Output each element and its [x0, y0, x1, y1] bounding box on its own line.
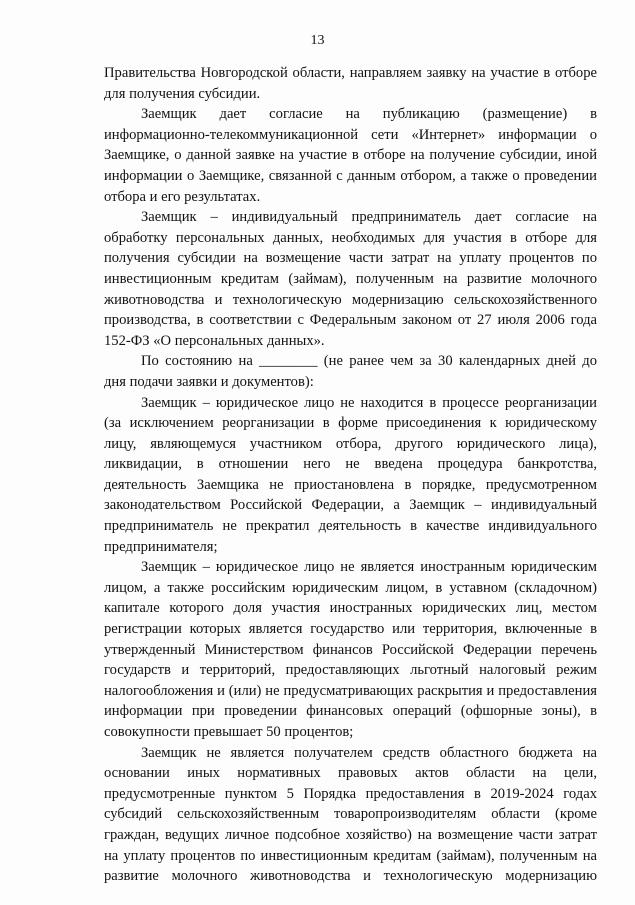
text-line: развитие молочного животноводства и технологическую модернизацию — [104, 868, 597, 885]
text-line: Заемщике, о данной заявке на участие в отборе на получение субсидии, иной — [104, 147, 597, 164]
document-body — [104, 63, 597, 887]
text-line: производства, в соответствии с Федеральным законом от 27 июля 2006 года — [104, 312, 597, 329]
text-line: граждан, ведущих личное подсобное хозяйство) на возмещение части затрат — [104, 826, 597, 843]
page-number: 13 — [310, 33, 325, 48]
text-line: налогообложения и (или) не предусматривающих раскрытия и предоставления — [104, 682, 597, 699]
paragraph-start-line: Заемщик – юридическое лицо не находится в процессе реорганизации — [141, 394, 597, 411]
text-line: получения субсидии на возмещение части затрат на уплату процентов по — [104, 250, 597, 267]
paragraph-start-line: Заемщик – индивидуальный предприниматель дает согласие на — [141, 209, 597, 226]
text-line: деятельность Заемщика не приостановлена в порядке, предусмотренном — [104, 476, 597, 493]
paragraph-start-line: По состоянию на ________ (не ранее чем за 30 календарных дней до — [141, 353, 597, 370]
text-line: информации о Заемщике, связанной с данным отбором, а также о проведении — [104, 167, 597, 184]
text-line: животноводства и технологическую модернизацию сельскохозяйственного — [104, 291, 597, 308]
text-line: регистрации которых является государство или территория, включенные в — [104, 621, 597, 638]
text-line: ликвидации, в отношении него не введена процедура банкротства, — [104, 456, 597, 473]
text-line: (за исключением реорганизации в форме присоединения к юридическому — [104, 415, 597, 432]
text-line: утвержденный Министерством финансов Российской Федерации перечень — [104, 641, 597, 658]
text-line: законодательством Российской Федерации, а Заемщик – индивидуальный — [104, 497, 597, 514]
text-line: на уплату процентов по инвестиционным кредитам (займам), полученным на — [104, 847, 597, 864]
text-line: основании иных нормативных правовых актов области на цели, — [104, 765, 597, 782]
paragraph-start-line: Заемщик – юридическое лицо не является иностранным юридическим — [141, 559, 597, 576]
text-line: капитале которого доля участия иностранных юридических лиц, местом — [104, 600, 597, 617]
text-line: информации при проведении финансовых операций (офшорные зоны), в — [104, 703, 597, 720]
text-line: предприниматель не прекратил деятельность в качестве индивидуального — [104, 518, 597, 535]
text-line: предусмотренные пунктом 5 Порядка предоставления в 2019-2024 годах — [104, 785, 597, 802]
paragraph-start-line: Заемщик не является получателем средств областного бюджета на — [141, 744, 597, 761]
text-line: обработку персональных данных, необходимых для участия в отборе для — [104, 229, 597, 246]
text-line: дня подачи заявки и документов): — [104, 373, 314, 390]
text-line: лицу, являющемуся участником отбора, другого юридического лица), — [104, 435, 597, 452]
text-line: лицом, а также российским юридическим лицом, в уставном (складочном) — [104, 579, 597, 596]
text-line: предпринимателя; — [104, 538, 218, 555]
paragraph-start-line: Заемщик дает согласие на публикацию (размещение) в — [141, 106, 597, 123]
text-line: инвестиционным кредитам (займам), полученным на развитие молочного — [104, 270, 597, 287]
text-line: Правительства Новгородской области, направляем заявку на участие в отборе — [104, 65, 597, 81]
text-line: совокупности превышает 50 процентов; — [104, 724, 354, 740]
text-line: 152-ФЗ «О персональных данных». — [104, 332, 325, 349]
text-line: отбора и его результатах. — [104, 188, 261, 205]
text-line: субсидий сельскохозяйственным товаропроизводителям области (кроме — [104, 806, 597, 823]
text-line: информационно-телекоммуникационной сети «Интернет» информации о — [104, 126, 597, 143]
text-line: для получения субсидии. — [104, 85, 261, 102]
text-line: государств и территорий, предоставляющих льготный налоговый режим — [104, 662, 597, 679]
